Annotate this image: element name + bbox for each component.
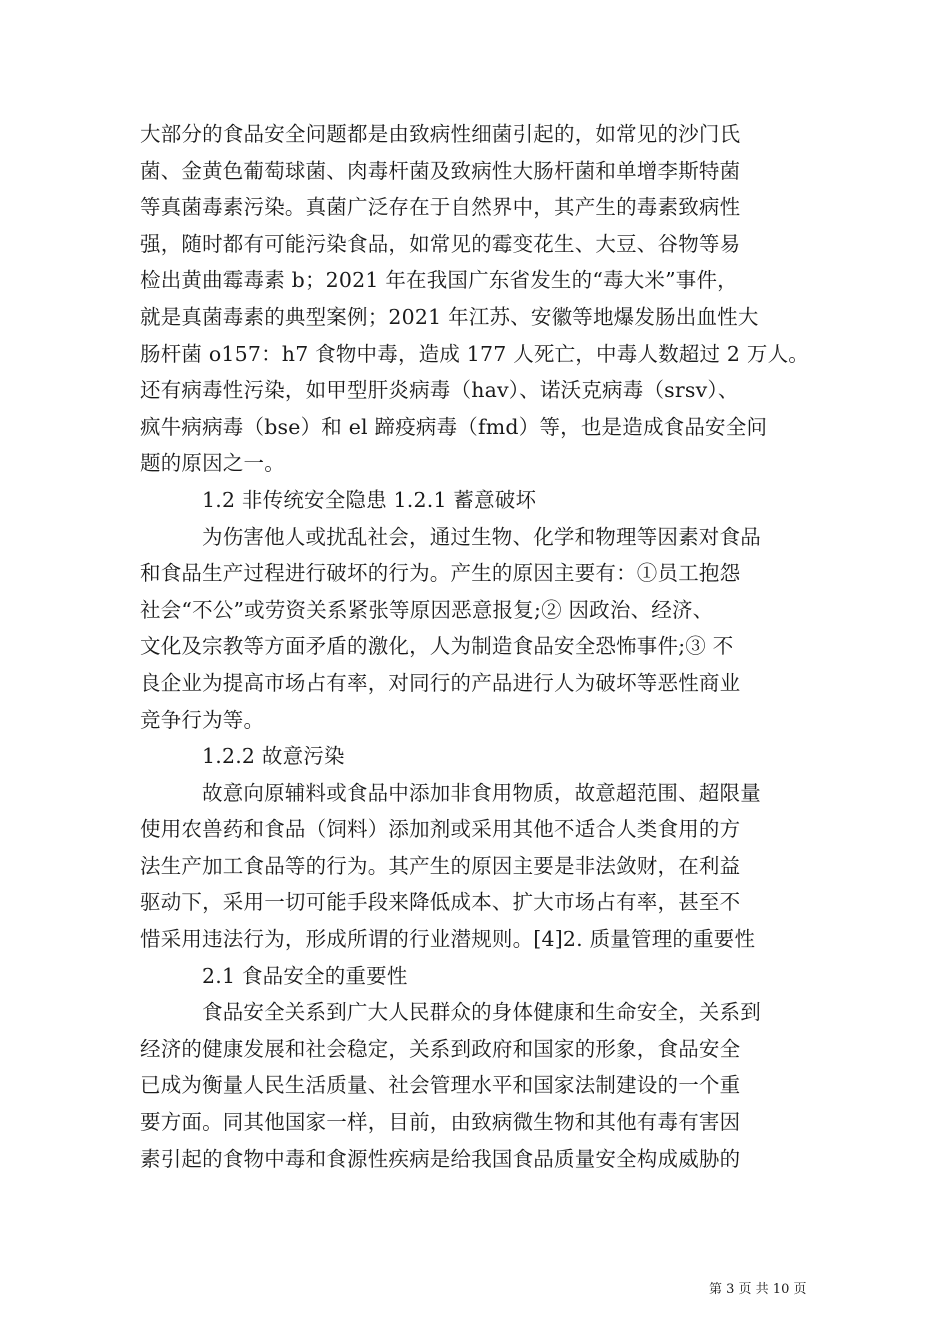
text-line: 驱动下，采用一切可能手段来降低成本、扩大市场占有率，甚至不 xyxy=(140,890,741,915)
text-line: 2.1 食品安全的重要性 xyxy=(202,963,408,988)
text-line: 等真菌毒素污染。真菌广泛存在于自然界中，其产生的毒素致病性 xyxy=(140,195,741,220)
text-line: 为伤害他人或扰乱社会，通过生物、化学和物理等因素对食品 xyxy=(202,524,761,549)
text-line: 就是真菌毒素的典型案例；2021 年江苏、安徽等地爆发肠出血性大 xyxy=(140,304,759,329)
text-line: 要方面。同其他国家一样，目前，由致病微生物和其他有毒有害因 xyxy=(140,1110,741,1135)
text-line: 1.2.2 故意污染 xyxy=(202,744,345,769)
text-line: 疯牛病病毒（bse）和 el 蹄疫病毒（fmd）等，也是造成食品安全问 xyxy=(140,414,768,439)
text-line: 法生产加工食品等的行为。其产生的原因主要是非法敛财，在利益 xyxy=(140,853,741,878)
document-body xyxy=(140,116,816,1177)
text-line: 大部分的食品安全问题都是由致病性细菌引起的，如常见的沙门氏 xyxy=(140,122,741,146)
text-line: 素引起的食物中毒和食源性疾病是给我国食品质量安全构成威胁的 xyxy=(140,1146,741,1171)
text-line: 还有病毒性污染，如甲型肝炎病毒（hav）、诺沃克病毒（srsv）、 xyxy=(140,378,739,403)
text-line: 社会“不公”或劳资关系紧张等原因恶意报复;② 因政治、经济、 xyxy=(140,597,714,622)
text-line: 良企业为提高市场占有率，对同行的产品进行人为破坏等恶性商业 xyxy=(140,670,741,695)
text-line: 1.2 非传统安全隐患 1.2.1 蓄意破坏 xyxy=(202,487,537,512)
text-line: 食品安全关系到广大人民群众的身体健康和生命安全，关系到 xyxy=(202,1000,761,1025)
text-line: 使用农兽药和食品（饲料）添加剂或采用其他不适合人类食用的方 xyxy=(140,817,741,842)
text-line: 惜采用违法行为，形成所谓的行业潜规则。[4]2. 质量管理的重要性 xyxy=(140,927,756,952)
text-line: 题的原因之一。 xyxy=(140,451,285,476)
text-line: 文化及宗教等方面矛盾的激化，人为制造食品安全恐怖事件;③ 不 xyxy=(140,634,734,659)
text-line: 肠杆菌 o157：h7 食物中毒，造成 177 人死亡，中毒人数超过 2 万人。 xyxy=(140,341,809,366)
text-line: 检出黄曲霉毒素 b；2021 年在我国广东省发生的“毒大米”事件， xyxy=(140,268,738,293)
text-line: 经济的健康发展和社会稳定，关系到政府和国家的形象，食品安全 xyxy=(140,1036,741,1061)
page-number: 第 3 页 共 10 页 xyxy=(709,1282,807,1297)
text-line: 菌、金黄色葡萄球菌、肉毒杆菌及致病性大肠杆菌和单增李斯特菌 xyxy=(140,158,741,183)
text-line: 已成为衡量人民生活质量、社会管理水平和国家法制建设的一个重 xyxy=(140,1073,741,1098)
text-line: 竞争行为等。 xyxy=(140,707,265,732)
text-line: 强，随时都有可能污染食品，如常见的霉变花生、大豆、谷物等易 xyxy=(140,231,741,256)
text-line: 和食品生产过程进行破坏的行为。产生的原因主要有：①员工抱怨 xyxy=(140,561,741,586)
text-line: 故意向原辅料或食品中添加非食用物质，故意超范围、超限量 xyxy=(202,780,761,805)
